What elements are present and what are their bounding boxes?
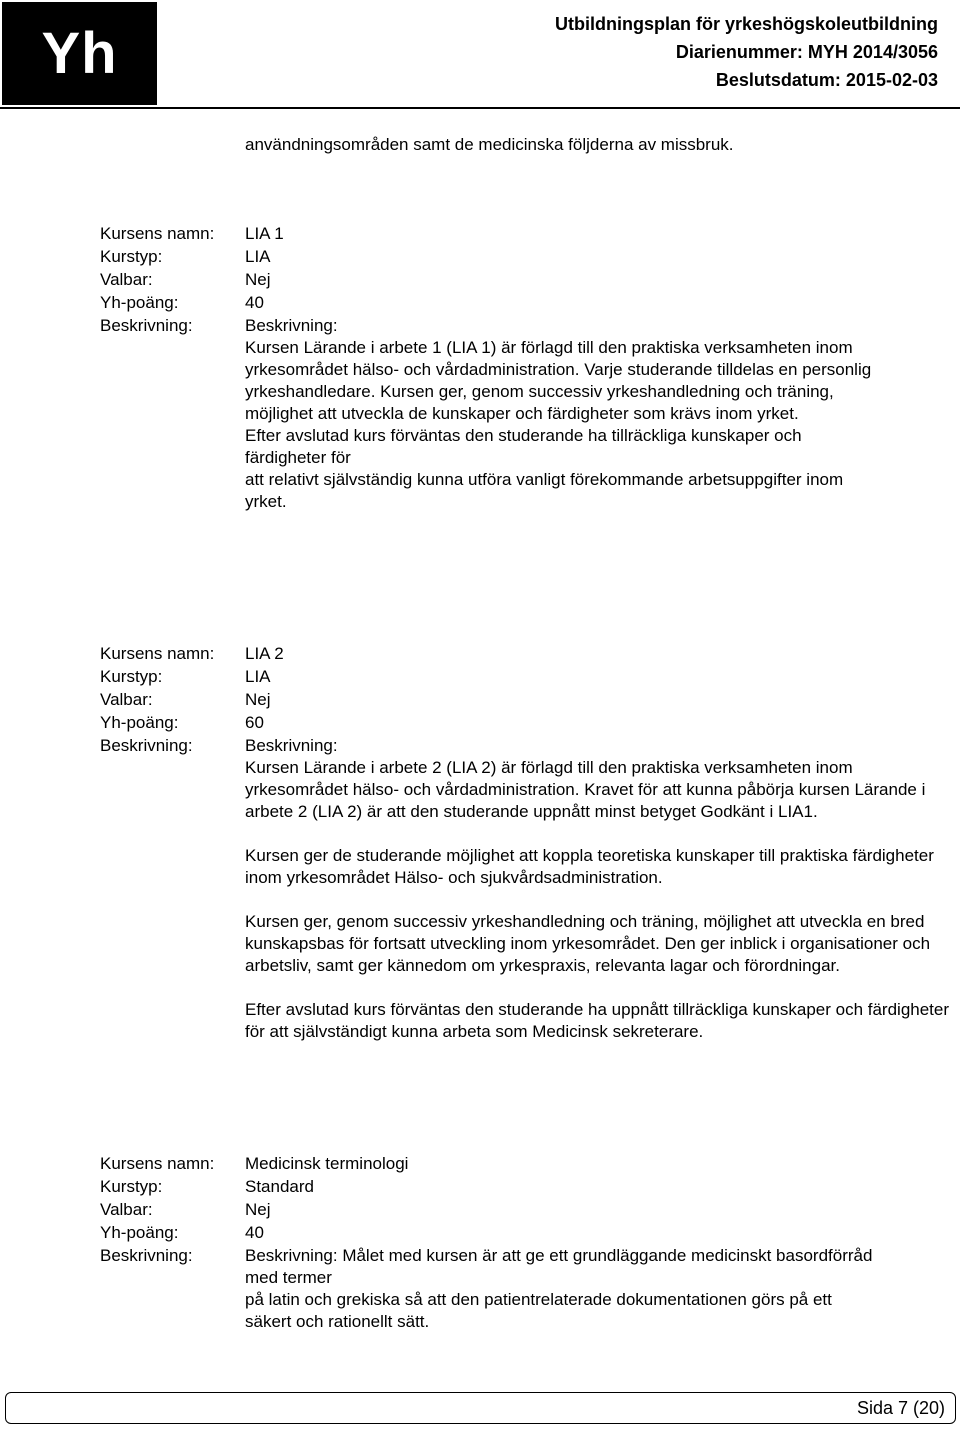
- course-type: LIA: [245, 667, 271, 686]
- course-points: 40: [245, 1223, 264, 1242]
- page-number: Sida 7 (20): [856, 1398, 945, 1418]
- label-elective: Valbar:: [100, 690, 153, 709]
- description-line: yrket.: [245, 492, 287, 511]
- header-divider: [0, 107, 960, 109]
- document-header: [555, 10, 938, 94]
- label-points: Yh-poäng:: [100, 1223, 179, 1242]
- course-name: Medicinsk terminologi: [245, 1154, 409, 1173]
- description-line: yrkesområdet hälso- och vårdadministration. Varje studerande tilldelas en personlig: [245, 360, 872, 379]
- label-course-name: Kursens namn:: [100, 644, 215, 663]
- course-description: [245, 757, 956, 1043]
- label-description: Beskrivning:: [100, 1246, 193, 1265]
- page-footer: [5, 1392, 956, 1424]
- description-line: att relativt självständig kunna utföra vanligt förekommande arbetsuppgifter inom: [245, 470, 844, 489]
- document-body: [100, 134, 956, 1331]
- course-name: LIA 1: [245, 224, 284, 243]
- document-title: Utbildningsplan för yrkeshögskoleutbildning: [554, 14, 938, 34]
- diary-number: Diarienummer: MYH 2014/3056: [675, 42, 938, 62]
- description-paragraph: Efter avslutad kurs förväntas den studerande ha uppnått tillräckliga kunskaper och färdigheter för att självständigt kunna arbeta som Medicinsk sekreterare.: [245, 1000, 950, 1041]
- label-course-type: Kurstyp:: [100, 1177, 163, 1196]
- intro-text: användningsområden samt de medicinska följderna av missbruk.: [245, 135, 734, 154]
- description-line: färdigheter för: [245, 448, 351, 467]
- course-description: [245, 337, 956, 513]
- description-paragraph: Kursen ger de studerande möjlighet att koppla teoretiska kunskaper till praktiska färdigheter inom yrkesområdet Hälso- och sjukvårdsadministration.: [245, 846, 934, 887]
- description-line: Beskrivning: Målet med kursen är att ge ett grundläggande medicinskt basordförråd: [245, 1246, 873, 1265]
- course-description: [245, 1267, 956, 1333]
- label-points: Yh-poäng:: [100, 293, 179, 312]
- label-course-type: Kurstyp:: [100, 667, 163, 686]
- label-elective: Valbar:: [100, 1200, 153, 1219]
- description-heading: Beskrivning:: [245, 316, 338, 335]
- description-line: säkert och rationellt sätt.: [245, 1312, 430, 1331]
- description-paragraph: Kursen ger, genom successiv yrkeshandledning och träning, möjlighet att utveckla en bred kunskapsbas för fortsatt utveckling inom yrkesområdet. Den ger inblick i organisationer och arbetsliv, samt ger kännedom om yrkespraxis, relevanta lagar och förordningar.: [245, 912, 931, 975]
- course-type: LIA: [245, 247, 271, 266]
- label-elective: Valbar:: [100, 270, 153, 289]
- course-name: LIA 2: [245, 644, 284, 663]
- yh-logo: Yh: [2, 2, 157, 105]
- description-line: Kursen Lärande i arbete 1 (LIA 1) är förlagd till den praktiska verksamheten inom: [245, 338, 853, 357]
- description-line: möjlighet att utveckla de kunskaper och färdigheter som krävs inom yrket.: [245, 404, 799, 423]
- description-line: på latin och grekiska så att den patientrelaterade dokumentationen görs på ett: [245, 1290, 832, 1309]
- course-elective: Nej: [245, 690, 271, 709]
- description-line: Efter avslutad kurs förväntas den studerande ha tillräckliga kunskaper och: [245, 426, 802, 445]
- course-elective: Nej: [245, 270, 271, 289]
- description-heading: Beskrivning:: [245, 736, 338, 755]
- label-description: Beskrivning:: [100, 316, 193, 335]
- label-points: Yh-poäng:: [100, 713, 179, 732]
- description-line: med termer: [245, 1268, 332, 1287]
- label-course-name: Kursens namn:: [100, 224, 215, 243]
- course-points: 60: [245, 713, 264, 732]
- label-course-name: Kursens namn:: [100, 1154, 215, 1173]
- course-type: Standard: [245, 1177, 314, 1196]
- label-description: Beskrivning:: [100, 736, 193, 755]
- course-lia1: [100, 222, 956, 513]
- course-lia2: [100, 642, 956, 1043]
- description-paragraph: Kursen Lärande i arbete 2 (LIA 2) är förlagd till den praktiska verksamheten inom yrkesområdet hälso- och vårdadministration. Kravet för att kunna påbörja kursen Lärande i arbete 2 (LIA 2) är att den studerande uppnått minst betyget Godkänt i LIA1.: [245, 758, 926, 821]
- course-elective: Nej: [245, 1200, 271, 1219]
- label-course-type: Kurstyp:: [100, 247, 163, 266]
- decision-date: Beslutsdatum: 2015-02-03: [715, 70, 938, 90]
- course-points: 40: [245, 293, 264, 312]
- course-medicinsk-terminologi: [100, 1152, 956, 1333]
- description-line: yrkeshandledare. Kursen ger, genom successiv yrkeshandledning och träning,: [245, 382, 834, 401]
